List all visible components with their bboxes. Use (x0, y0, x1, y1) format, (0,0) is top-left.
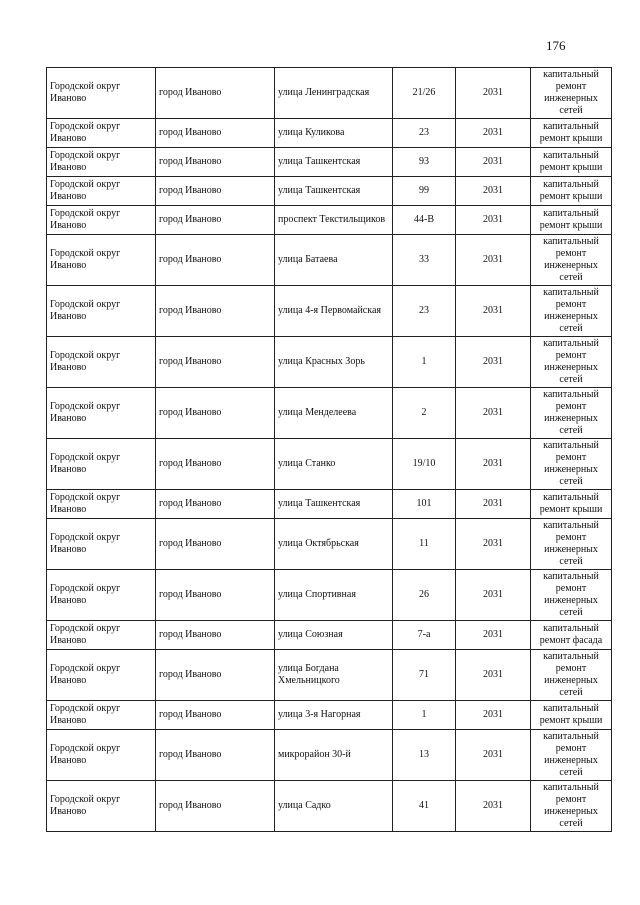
city-cell: город Иваново (156, 206, 275, 235)
table-row (47, 781, 612, 832)
year-cell: 2031 (456, 148, 531, 177)
district-cell: Городской округ Иваново (47, 730, 156, 781)
city-cell: город Иваново (156, 701, 275, 730)
district-cell: Городской округ Иваново (47, 519, 156, 570)
table-row (47, 177, 612, 206)
year-cell: 2031 (456, 621, 531, 650)
street-cell: улица Ташкентская (275, 177, 393, 206)
street-cell: улица Ташкентская (275, 148, 393, 177)
city-cell: город Иваново (156, 730, 275, 781)
year-cell: 2031 (456, 68, 531, 119)
table-row (47, 68, 612, 119)
work-type-cell: капитальный ремонт инженерных сетей (531, 650, 612, 701)
district-cell: Городской округ Иваново (47, 68, 156, 119)
district-cell: Городской округ Иваново (47, 119, 156, 148)
table-row (47, 730, 612, 781)
district-cell: Городской округ Иваново (47, 206, 156, 235)
work-type-cell: капитальный ремонт инженерных сетей (531, 337, 612, 388)
street-cell: улица Станко (275, 439, 393, 490)
district-cell: Городской округ Иваново (47, 148, 156, 177)
table-row (47, 650, 612, 701)
city-cell: город Иваново (156, 388, 275, 439)
street-cell: улица 3-я Нагорная (275, 701, 393, 730)
work-type-cell: капитальный ремонт инженерных сетей (531, 730, 612, 781)
work-type-cell: капитальный ремонт крыши (531, 701, 612, 730)
table-row (47, 621, 612, 650)
work-type-cell: капитальный ремонт крыши (531, 119, 612, 148)
district-cell: Городской округ Иваново (47, 235, 156, 286)
house-number-cell: 21/26 (393, 68, 456, 119)
year-cell: 2031 (456, 337, 531, 388)
work-type-cell: капитальный ремонт крыши (531, 148, 612, 177)
street-cell: улица Спортивная (275, 570, 393, 621)
city-cell: город Иваново (156, 235, 275, 286)
table-row (47, 148, 612, 177)
city-cell: город Иваново (156, 68, 275, 119)
page-number: 176 (546, 38, 566, 53)
street-cell: улица Красных Зорь (275, 337, 393, 388)
street-cell: улица Ташкентская (275, 490, 393, 519)
house-number-cell: 33 (393, 235, 456, 286)
table-row (47, 235, 612, 286)
house-number-cell: 7-а (393, 621, 456, 650)
city-cell: город Иваново (156, 337, 275, 388)
district-cell: Городской округ Иваново (47, 337, 156, 388)
street-cell: микрорайон 30-й (275, 730, 393, 781)
year-cell: 2031 (456, 286, 531, 337)
house-number-cell: 13 (393, 730, 456, 781)
city-cell: город Иваново (156, 286, 275, 337)
district-cell: Городской округ Иваново (47, 177, 156, 206)
house-number-cell: 1 (393, 337, 456, 388)
work-type-cell: капитальный ремонт фасада (531, 621, 612, 650)
year-cell: 2031 (456, 439, 531, 490)
city-cell: город Иваново (156, 621, 275, 650)
city-cell: город Иваново (156, 570, 275, 621)
city-cell: город Иваново (156, 439, 275, 490)
work-type-cell: капитальный ремонт инженерных сетей (531, 388, 612, 439)
work-type-cell: капитальный ремонт инженерных сетей (531, 439, 612, 490)
table-row (47, 337, 612, 388)
table-row (47, 388, 612, 439)
district-cell: Городской округ Иваново (47, 439, 156, 490)
street-cell: улица Ленинградская (275, 68, 393, 119)
house-number-cell: 23 (393, 286, 456, 337)
district-cell: Городской округ Иваново (47, 570, 156, 621)
street-cell: улица Октябрьская (275, 519, 393, 570)
year-cell: 2031 (456, 570, 531, 621)
city-cell: город Иваново (156, 781, 275, 832)
year-cell: 2031 (456, 177, 531, 206)
street-cell: улица 4-я Первомайская (275, 286, 393, 337)
house-number-cell: 93 (393, 148, 456, 177)
work-type-cell: капитальный ремонт инженерных сетей (531, 286, 612, 337)
street-cell: улица Менделеева (275, 388, 393, 439)
table-row (47, 439, 612, 490)
year-cell: 2031 (456, 730, 531, 781)
city-cell: город Иваново (156, 148, 275, 177)
year-cell: 2031 (456, 119, 531, 148)
street-cell: улица Богдана Хмельницкого (275, 650, 393, 701)
table-row (47, 701, 612, 730)
work-type-cell: капитальный ремонт инженерных сетей (531, 68, 612, 119)
table-row (47, 119, 612, 148)
city-cell: город Иваново (156, 650, 275, 701)
house-number-cell: 2 (393, 388, 456, 439)
house-number-cell: 11 (393, 519, 456, 570)
street-cell: улица Батаева (275, 235, 393, 286)
city-cell: город Иваново (156, 519, 275, 570)
year-cell: 2031 (456, 206, 531, 235)
district-cell: Городской округ Иваново (47, 650, 156, 701)
work-type-cell: капитальный ремонт инженерных сетей (531, 781, 612, 832)
year-cell: 2031 (456, 235, 531, 286)
year-cell: 2031 (456, 519, 531, 570)
work-type-cell: капитальный ремонт инженерных сетей (531, 235, 612, 286)
house-number-cell: 23 (393, 119, 456, 148)
house-number-cell: 99 (393, 177, 456, 206)
house-number-cell: 101 (393, 490, 456, 519)
table-row (47, 490, 612, 519)
house-number-cell: 71 (393, 650, 456, 701)
year-cell: 2031 (456, 701, 531, 730)
work-type-cell: капитальный ремонт крыши (531, 490, 612, 519)
table-body (47, 68, 612, 832)
house-number-cell: 41 (393, 781, 456, 832)
city-cell: город Иваново (156, 119, 275, 148)
table-row (47, 519, 612, 570)
street-cell: улица Садко (275, 781, 393, 832)
district-cell: Городской округ Иваново (47, 701, 156, 730)
house-number-cell: 26 (393, 570, 456, 621)
year-cell: 2031 (456, 781, 531, 832)
year-cell: 2031 (456, 388, 531, 439)
street-cell: проспект Текстильщиков (275, 206, 393, 235)
work-type-cell: капитальный ремонт крыши (531, 206, 612, 235)
work-type-cell: капитальный ремонт крыши (531, 177, 612, 206)
city-cell: город Иваново (156, 177, 275, 206)
house-number-cell: 44-В (393, 206, 456, 235)
district-cell: Городской округ Иваново (47, 621, 156, 650)
year-cell: 2031 (456, 650, 531, 701)
house-number-cell: 1 (393, 701, 456, 730)
district-cell: Городской округ Иваново (47, 781, 156, 832)
year-cell: 2031 (456, 490, 531, 519)
work-type-cell: капитальный ремонт инженерных сетей (531, 519, 612, 570)
city-cell: город Иваново (156, 490, 275, 519)
table-row (47, 206, 612, 235)
table-row (47, 286, 612, 337)
district-cell: Городской округ Иваново (47, 286, 156, 337)
work-type-cell: капитальный ремонт инженерных сетей (531, 570, 612, 621)
repair-schedule-table (46, 67, 612, 832)
street-cell: улица Куликова (275, 119, 393, 148)
table-row (47, 570, 612, 621)
district-cell: Городской округ Иваново (47, 388, 156, 439)
street-cell: улица Союзная (275, 621, 393, 650)
district-cell: Городской округ Иваново (47, 490, 156, 519)
house-number-cell: 19/10 (393, 439, 456, 490)
